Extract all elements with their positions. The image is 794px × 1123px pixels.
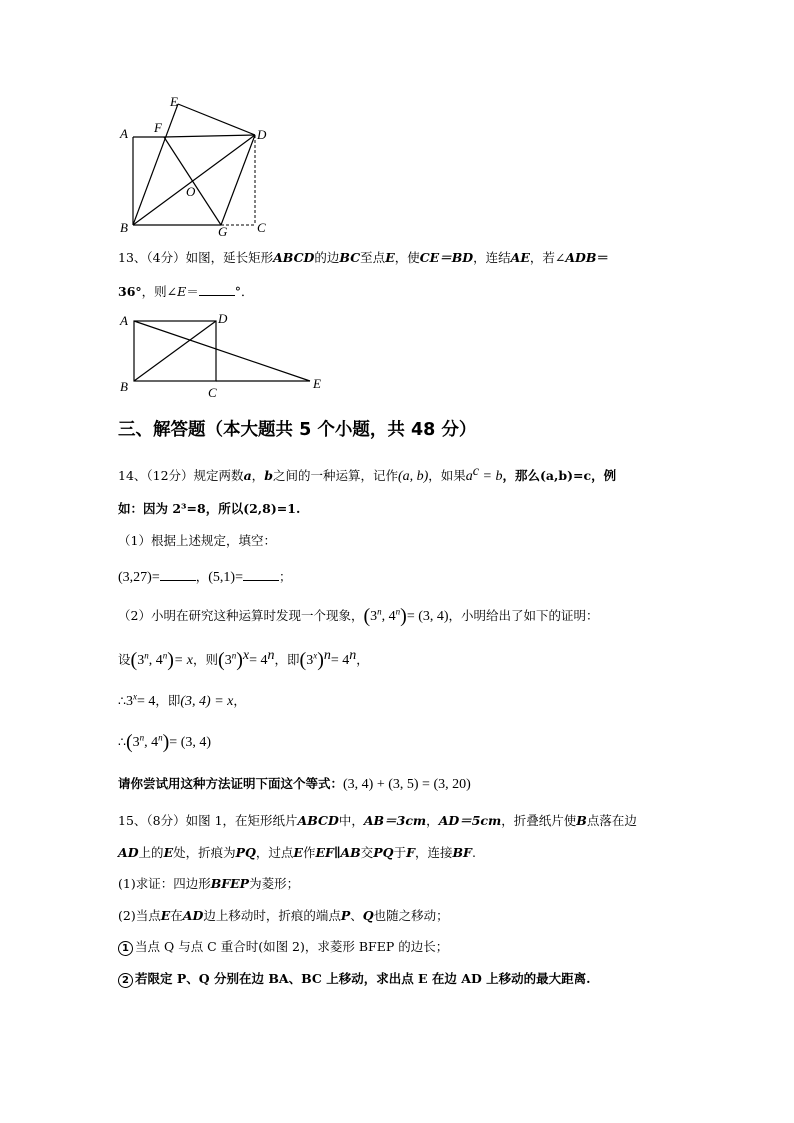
- q13-line1: 13、（4分）如图，延长矩形ABCD的边BC至点E，使CE＝BD，连结AE，若∠ADB＝: [118, 250, 609, 265]
- q14-proof-1: 设(3$^n$, $4^n)= x$，则$(3^n)^x= 4^n$，即$(3^x)^n= 4^n$，: [118, 648, 369, 672]
- circled-number-icon: 1: [118, 941, 133, 956]
- q15-circle2: 2 若限定 P、Q 分别在边 BA、BC 上移动，求出点 E 在边 AD 上移动的最大距离.: [118, 969, 591, 988]
- label-C: C: [257, 220, 266, 235]
- q14-line1: 14、（12分）规定两数a，b之间的一种运算，记作(a, b)，如果$a^c = b$，那么(a,b)=c，例: [118, 464, 617, 485]
- answer-blank[interactable]: [243, 569, 279, 581]
- figure-rectangle-extended: [110, 308, 330, 403]
- q15-sub2: (2)当点E在AD边上移动时，折痕的端点P、Q也随之移动；: [118, 908, 449, 923]
- answer-blank[interactable]: [160, 569, 196, 581]
- label-A: A: [120, 126, 128, 141]
- q14-line2: 如：因为 2³=8，所以(2,8)=1.: [118, 501, 301, 516]
- figure-rectangle-fold: [110, 90, 280, 240]
- q15-line2: AD上的E处，折痕为PQ，过点E作EF∥AB交PQ于F，连接BF.: [118, 845, 476, 860]
- q14-part2: （2）小明在研究这种运算时发现一个现象，(3$^n$, $4^n)= (3$, 4)，小明给出了如下的证明：: [118, 605, 599, 627]
- q14-proof-2: $\therefore 3^x= 4$，即(3, 4) = x，: [118, 691, 246, 709]
- answer-blank[interactable]: [199, 284, 235, 296]
- q15-circle1: 1 当点 Q 与点 C 重合时(如图 2)，求菱形 BFEP 的边长；: [118, 937, 448, 956]
- q15-line1: 15、（8分）如图 1，在矩形纸片ABCD中，AB＝3cm，AD＝5cm，折叠纸片使B点落在边: [118, 813, 637, 828]
- label-F: F: [154, 120, 162, 135]
- q13-line2: 36°，则∠E＝ °．: [118, 284, 254, 299]
- circled-number-icon: 2: [118, 973, 133, 988]
- label-D: D: [218, 311, 228, 326]
- label-B: B: [120, 220, 128, 235]
- label-A: A: [120, 313, 128, 328]
- q15-sub1: (1)求证：四边形BFEP为菱形；: [118, 876, 300, 891]
- label-B: B: [120, 379, 128, 394]
- section-title: 三、解答题（本大题共 5 个小题，共 48 分）: [118, 420, 477, 440]
- q14-part1: （1）根据上述规定，填空：: [118, 533, 276, 548]
- label-O: O: [186, 184, 196, 199]
- label-G: G: [218, 224, 228, 239]
- label-E: E: [170, 94, 178, 109]
- label-C: C: [208, 385, 217, 400]
- q14-fill: (3,27)= ，(5,1)= ；: [118, 569, 292, 585]
- q14-proof-3: ∴(3$^n$, $4^n)= (3$, 4): [118, 731, 212, 753]
- q14-last: 请你尝试用这种方法证明下面这个等式：(3, 4) + (3, 5) = (3, 20): [118, 776, 471, 792]
- label-E: E: [313, 376, 321, 391]
- label-D: D: [257, 127, 267, 142]
